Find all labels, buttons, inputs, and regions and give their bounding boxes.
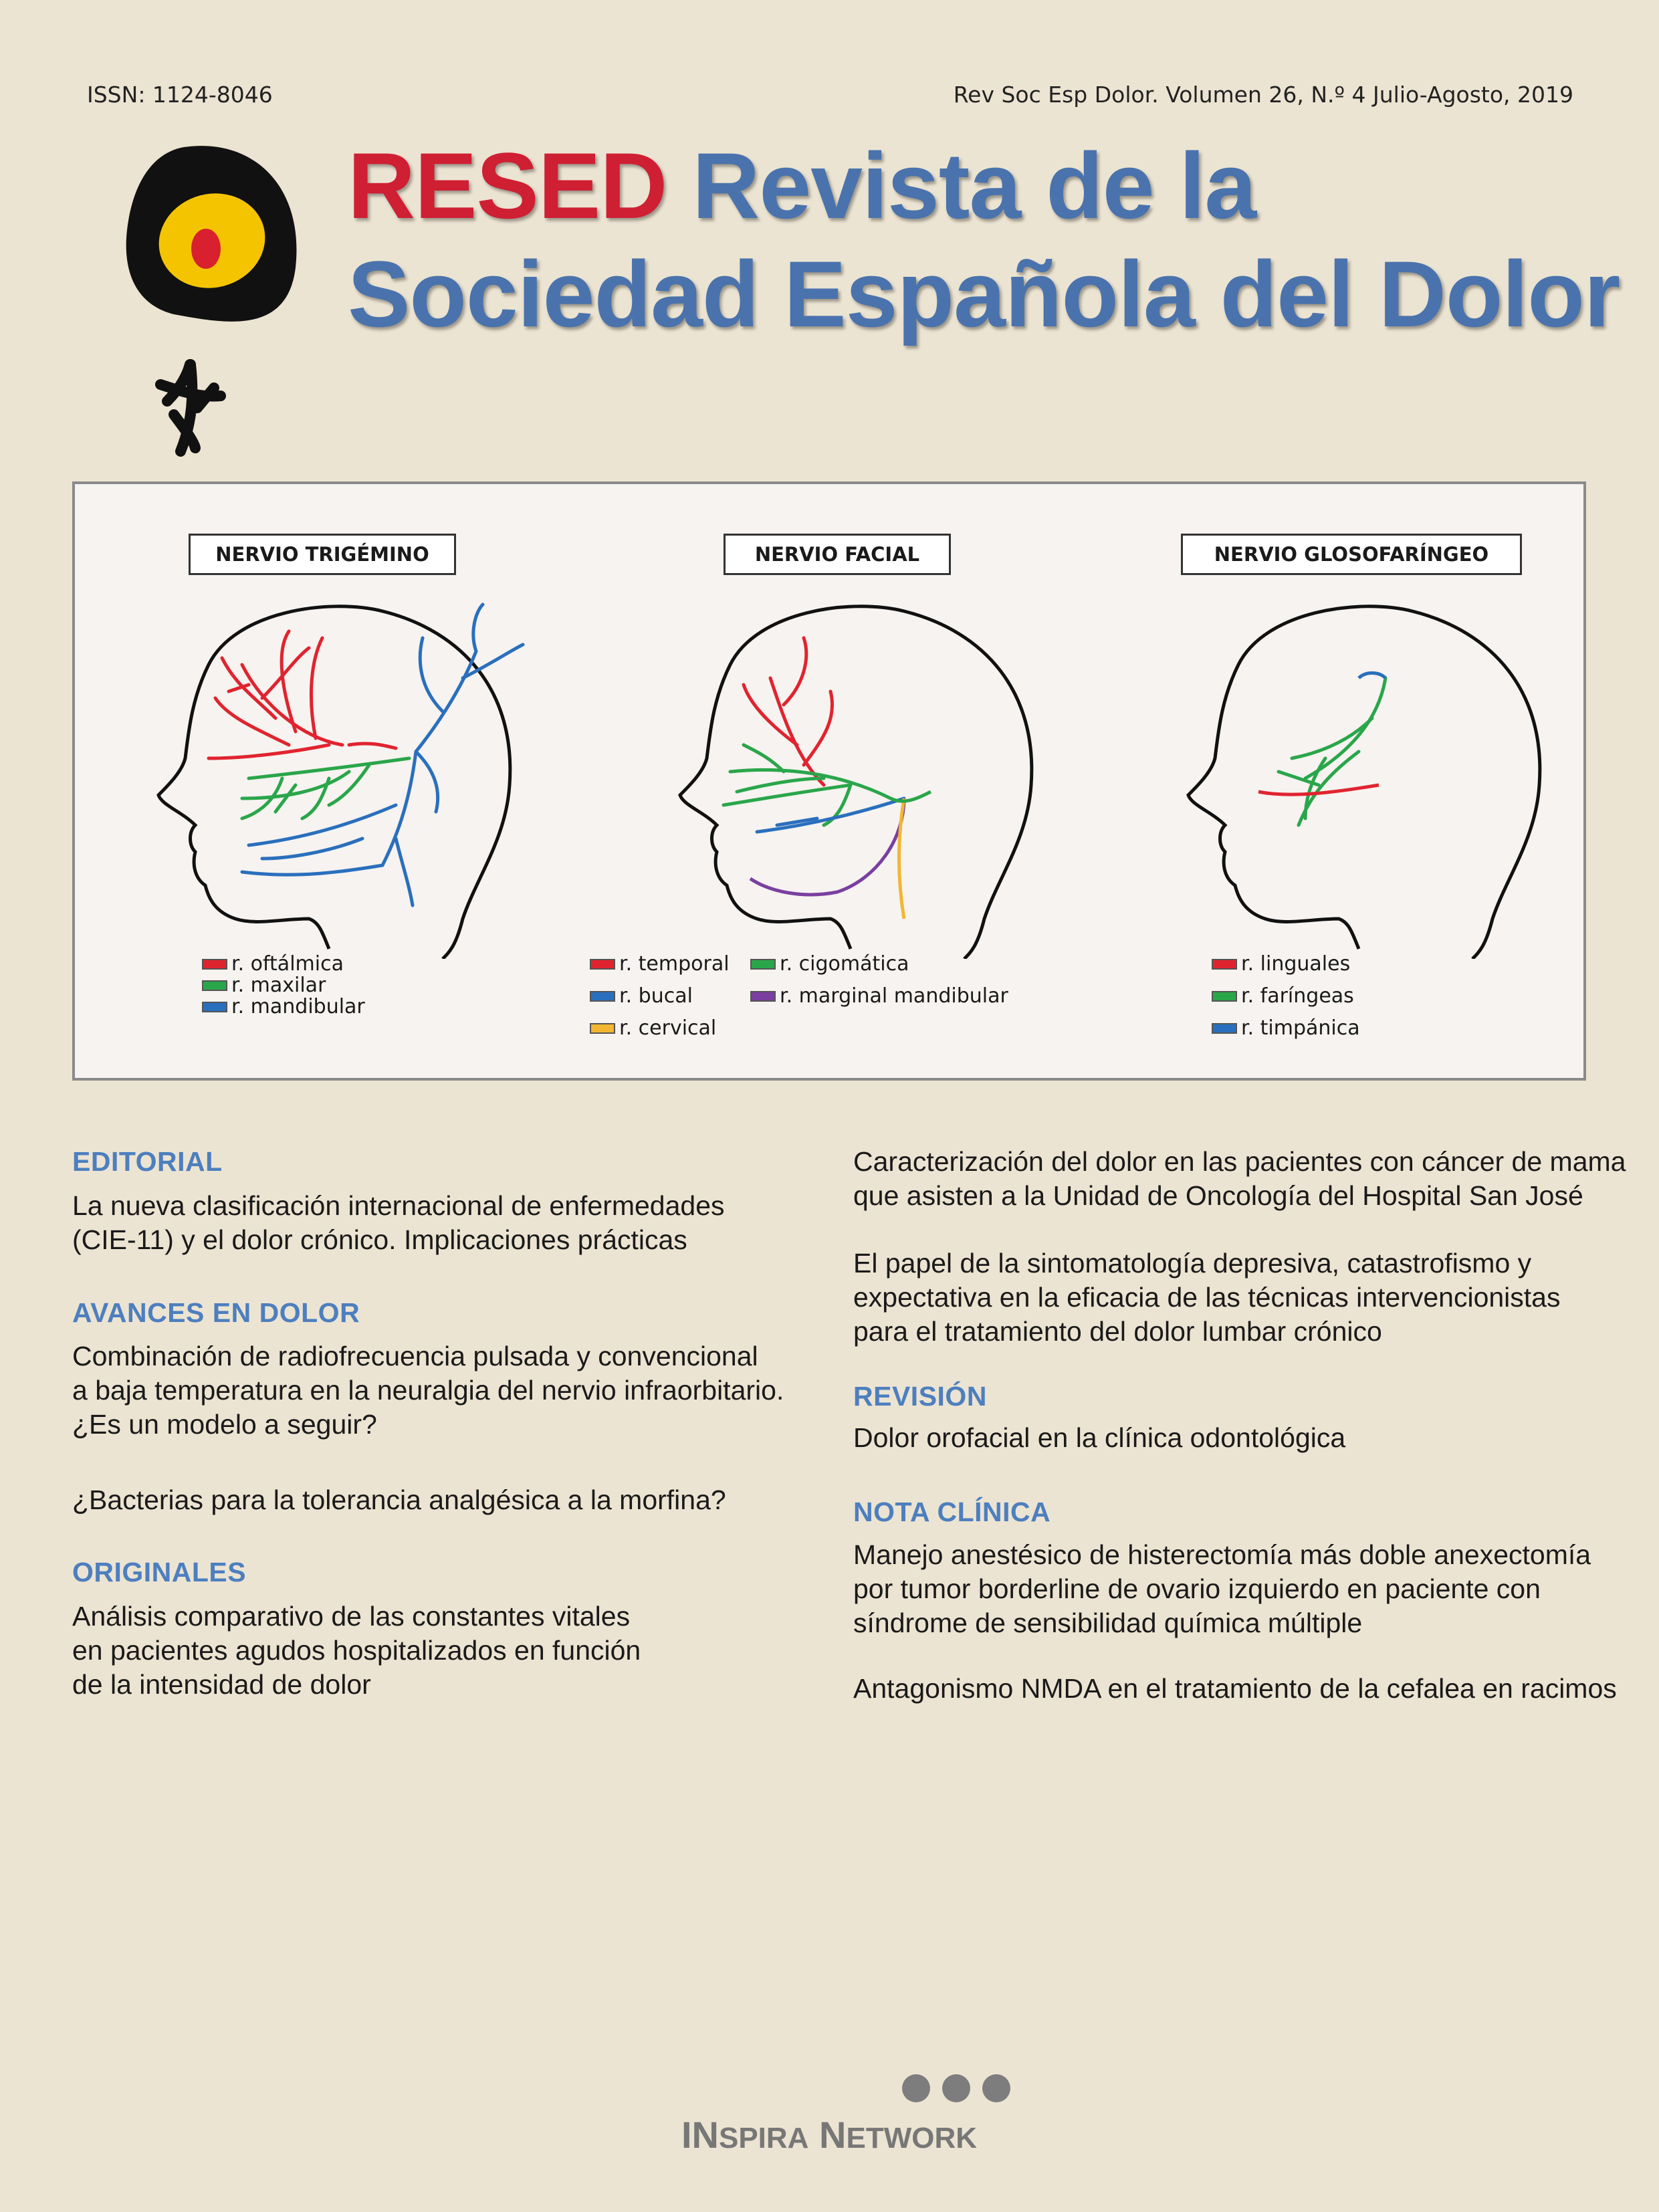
legend-swatch (750, 959, 776, 970)
legend-label: r. marginal mandibular (780, 984, 1008, 1008)
article-constantes-vitales[interactable]: Análisis comparativo de las constantes vitales en pacientes agudos hospitalizados en función de la intensidad de dolor (72, 1601, 641, 1700)
panel-title-facial: NERVIO FACIAL (724, 534, 951, 575)
article-cancer-mama[interactable]: Caracterización del dolor en las pacientes con cáncer de mama que asisten a la Unidad de Oncología del Hospital San José (853, 1146, 1626, 1211)
legend-swatch (1212, 991, 1237, 1002)
publisher-spira: SPIRA (718, 2122, 809, 2154)
legend-oftalmica (202, 952, 344, 976)
legend-swatch (202, 980, 227, 991)
society-logo (120, 134, 308, 468)
legend-label: r. timpánica (1241, 1016, 1360, 1040)
legend-cigomatica (750, 952, 909, 976)
legend-label: r. faríngeas (1241, 984, 1354, 1008)
glosofaringeo-head-diagram (1158, 584, 1573, 959)
legend-maxilar (202, 974, 326, 997)
legend-swatch (590, 959, 615, 970)
article-radiofrecuencia[interactable]: Combinación de radiofrecuencia pulsada y convencional a baja temperatura en la neuralgia del nervio infraorbitario. ¿Es un modelo a seguir? (72, 1341, 784, 1440)
publisher-dots-icon (901, 2072, 1011, 2105)
publisher-etwork: ETWORK (846, 2122, 978, 2154)
publisher-n: N (819, 2114, 847, 2156)
article-nmda[interactable]: Antagonismo NMDA en el tratamiento de la cefalea en racimos (853, 1673, 1617, 1704)
publisher-logo (647, 2113, 1011, 2156)
journal-title-line1 (348, 133, 1256, 238)
legend-bucal (590, 984, 693, 1008)
legend-timpanica (1212, 1016, 1360, 1040)
section-originales: ORIGINALES (72, 1557, 247, 1587)
article-histerectomia[interactable]: Manejo anestésico de histerectomía más doble anexectomía por tumor borderline de ovario izquierdo en paciente con síndrome de sensibilidad química múltiple (853, 1539, 1591, 1638)
legend-marginal-mandibular (750, 984, 1008, 1008)
legend-label: r. maxilar (231, 974, 326, 997)
legend-label: r. temporal (619, 952, 730, 976)
panel-title-glosofaringeo: NERVIO GLOSOFARÍNGEO (1181, 534, 1522, 575)
legend-swatch (750, 991, 776, 1002)
section-revision: REVISIÓN (853, 1381, 987, 1412)
legend-label: r. linguales (1241, 952, 1351, 976)
legend-label: r. bucal (619, 984, 693, 1008)
article-bacterias[interactable]: ¿Bacterias para la tolerancia analgésica a la morfina? (72, 1484, 726, 1515)
journal-title-rest: Revista de la (692, 133, 1256, 238)
nerve-figure (72, 481, 1586, 1081)
publisher-in: IN (681, 2114, 719, 2156)
article-orofacial[interactable]: Dolor orofacial en la clínica odontológica (853, 1422, 1346, 1453)
legend-swatch (202, 959, 227, 970)
section-editorial: EDITORIAL (72, 1146, 223, 1177)
legend-linguales (1212, 952, 1350, 976)
legend-cervical (590, 1016, 716, 1040)
legend-label: r. cervical (619, 1016, 717, 1040)
facial-head-diagram (650, 584, 1105, 959)
issn: ISSN: 1124-8046 (87, 82, 273, 108)
legend-label: r. oftálmica (231, 952, 344, 976)
article-sintomatologia[interactable]: El papel de la sintomatología depresiva, catastrofismo y expectativa en la eficacia de las técnicas intervencionistas para el tratamiento del dolor lumbar crónico (853, 1248, 1561, 1347)
legend-swatch (590, 1023, 615, 1034)
legend-label: r. cigomática (780, 952, 909, 976)
legend-swatch (202, 1002, 227, 1012)
legend-swatch (1212, 959, 1237, 970)
legend-swatch (1212, 1023, 1237, 1034)
legend-label: r. mandibular (231, 995, 365, 1018)
legend-swatch (590, 991, 615, 1002)
trigemino-head-diagram (128, 584, 563, 959)
legend-mandibular (202, 995, 365, 1018)
journal-acronym: RESED (348, 133, 667, 238)
section-avances: AVANCES EN DOLOR (72, 1297, 360, 1328)
section-nota-clinica: NOTA CLÍNICA (853, 1497, 1051, 1527)
legend-faringeas (1212, 984, 1354, 1008)
legend-temporal (590, 952, 730, 976)
journal-title-line2: Sociedad Española del Dolor (348, 241, 1620, 346)
article-editorial[interactable]: La nueva clasificación internacional de enfermedades (CIE-11) y el dolor crónico. Implicaciones prácticas (72, 1190, 725, 1255)
panel-title-trigemino: NERVIO TRIGÉMINO (189, 534, 456, 575)
citation: Rev Soc Esp Dolor. Volumen 26, N.º 4 Julio-Agosto, 2019 (953, 82, 1573, 108)
